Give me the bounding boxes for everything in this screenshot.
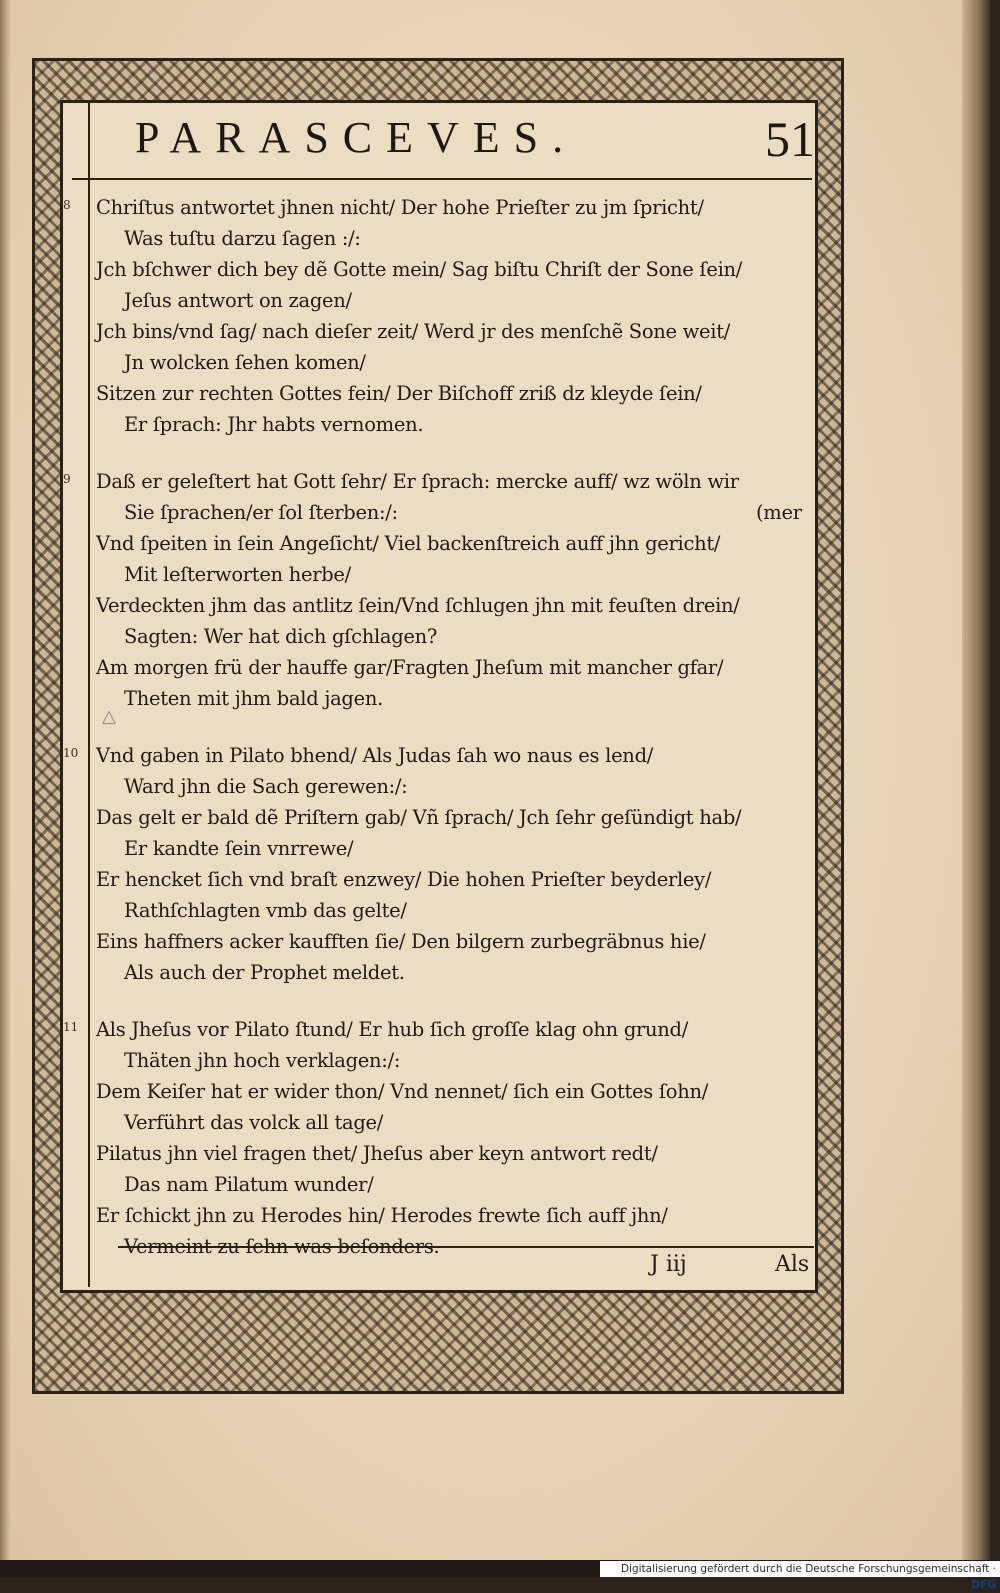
verse-line: Was tuſtu darzu ſagen :/:	[124, 227, 361, 250]
hymn-text	[63, 192, 821, 1288]
verse-line: Er ſprach: Jhr habts vernomen.	[124, 413, 424, 436]
stanza-8	[63, 192, 821, 440]
verse-line: Daß er geleſtert hat Gott ſehr/ Er ſprach: mercke auff/ wz wöln wir	[96, 470, 739, 493]
verse-line: Das gelt er bald dẽ Priſtern gab/ Vñ ſprach/ Jch ſehr geſündigt hab/	[96, 806, 742, 829]
stanza-11	[63, 1014, 821, 1262]
stanza-number: 11	[63, 1020, 79, 1034]
verse-line: Sitzen zur rechten Gottes fein/ Der Biſchoff zriß dz kleyde ſein/	[96, 382, 702, 405]
verse-line: Mit leſterworten herbe/	[124, 563, 351, 586]
verse-line: Er kandte ſein vnrrewe/	[124, 837, 354, 860]
verse-line: Jch bſchwer dich bey dẽ Gotte mein/ Sag biſtu Chriſt der Sone ſein/	[96, 258, 743, 281]
verse-line: Thäten jhn hoch verklagen:/:	[124, 1049, 401, 1072]
header-rule	[72, 178, 812, 180]
verse-line: Chriſtus antwortet jhnen nicht/ Der hohe Prieſter zu jm ſpricht/	[96, 196, 704, 219]
verse-line: Ward jhn die Sach gerewen:/:	[124, 775, 408, 798]
verse-line: Jch bins/vnd ſag/ nach dieſer zeit/ Werd jr des menſchẽ Sone weit/	[96, 320, 731, 343]
verse-line: Rathſchlagten vmb das gelte/	[124, 899, 407, 922]
stanza-number: 9	[63, 472, 71, 486]
verse-line: Am morgen frü der hauffe gar/Fragten Jheſum mit mancher gfar/	[96, 656, 724, 679]
stanza-number: 8	[63, 198, 71, 212]
verse-line: Jeſus antwort on zagen/	[124, 289, 352, 312]
verse-line: Theten mit jhm bald jagen.	[124, 687, 383, 710]
verse-line: Vnd ſpeiten in ſein Angeſicht/ Viel backenſtreich auff jhn gericht/	[96, 532, 721, 555]
verse-line: Dem Keiſer hat er wider thon/ Vnd nennet/ ſich ein Gottes ſohn/	[96, 1080, 709, 1103]
verse-line: Das nam Pilatum wunder/	[124, 1173, 374, 1196]
catchword: Als	[775, 1252, 810, 1277]
funding-text: Digitalisierung gefördert durch die Deutsche Forschungsgemeinschaft ·	[620, 1563, 996, 1575]
dfg-logo: DFG	[971, 1579, 996, 1591]
verse-line: Verdeckten jhm das antlitz ſein/Vnd ſchlugen jhn mit feuſten drein/	[96, 594, 740, 617]
verse-line: Sagten: Wer hat dich gſchlagen?	[124, 625, 438, 648]
signature-mark: J iij	[650, 1252, 687, 1277]
funding-credit	[600, 1561, 1000, 1591]
verse-line: Jn wolcken ſehen komen/	[124, 351, 366, 374]
verse-line: Eins haffners acker kaufften ſie/ Den bilgern zurbegräbnus hie/	[96, 930, 706, 953]
verse-line: Vermeint zu ſehn was beſonders.	[124, 1235, 440, 1258]
margin-rule	[88, 100, 90, 1287]
verse-line: Er hencket ſich vnd braſt enzwey/ Die hohen Prieſter beyderley/	[96, 868, 712, 891]
stanza-10	[63, 740, 821, 988]
verse-line: Als Jheſus vor Pilato ſtund/ Er hub ſich groſſe klag ohn grund/	[96, 1018, 689, 1041]
verse-line: Er ſchickt jhn zu Herodes hin/ Herodes frewte ſich auff jhn/	[96, 1204, 668, 1227]
verse-line: Verführt das volck all tage/	[124, 1111, 384, 1134]
stanza-9: 9 Daß er geleſtert hat Gott ſehr/ Er ſprach: mercke auff/ wz wöln wir Sie ſprachen/er ſol ſterben:/: (mer Vnd ſpeiten in ſein Angeſicht/ Viel backenſtreich auff jhn gericht/ Mit leſterworten herbe/ Verdeckten jhm das antlitz ſein/Vnd ſchlugen jhn mit feuſten drein/ Sagten: Wer hat dich gſchlagen? Am morgen frü der hauffe gar/Fragten Jheſum mit mancher gfar/ Theten mit jhm bald jagen.	[96, 466, 821, 714]
verse-line: Vnd gaben in Pilato bhend/ Als Judas ſah wo naus es lend/	[96, 744, 654, 767]
verse-line: Als auch der Prophet meldet.	[124, 961, 405, 984]
verse-line: Sie ſprachen/er ſol ſterben:/:	[124, 501, 398, 524]
running-title: PARASCEVES.	[135, 113, 578, 162]
stanza-number: 10	[63, 746, 79, 760]
page-left-edge	[0, 0, 10, 1560]
book-spine	[962, 0, 990, 1560]
page-number: 51	[765, 111, 815, 167]
verse-line: Pilatus jhn viel fragen thet/ Jheſus aber keyn antwort redt/	[96, 1142, 658, 1165]
pencil-mark-icon: △	[102, 706, 116, 727]
